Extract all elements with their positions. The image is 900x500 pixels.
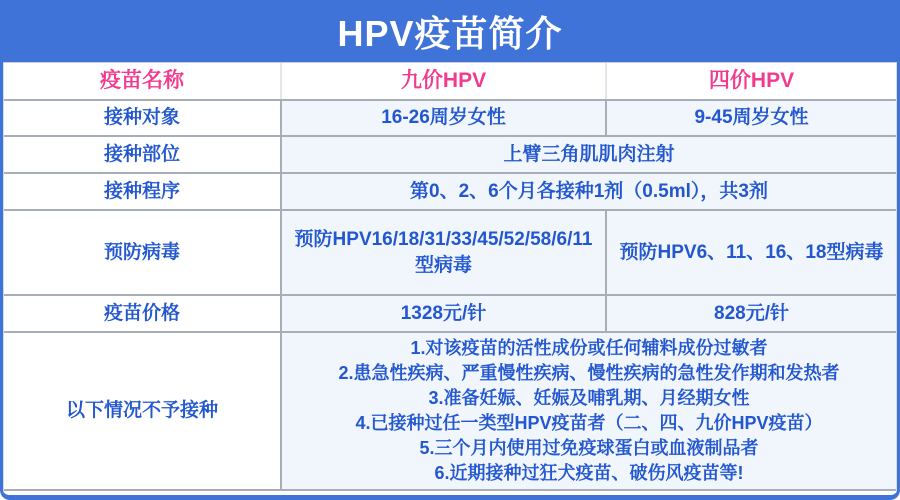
row-label: 接种部位 [4,137,282,172]
header-four-valent-hpv: 四价HPV [607,63,896,99]
value-cell: 16-26周岁女性 [282,101,607,135]
title-bar [0,0,900,62]
row-label: 接种对象 [4,101,282,135]
row-label: 疫苗价格 [4,296,282,331]
vaccine-comparison-table [3,62,897,495]
value-cell: 预防HPV16/18/31/33/45/52/58/6/11型病毒 [282,211,607,294]
row-label: 接种程序 [4,174,282,209]
page-title: HPV疫苗简介 [337,12,563,54]
contraindication-line: 6.近期接种过狂犬疫苗、破伤风疫苗等! [434,463,744,483]
row-vaccination-schedule [4,174,896,211]
value-cell: 828元/针 [607,296,896,331]
row-injection-site [4,137,896,174]
contraindication-list [282,333,896,489]
header-vaccine-name: 疫苗名称 [4,63,282,99]
row-target-population [4,101,896,137]
table-header-row [4,63,896,101]
contraindication-line: 5.三个月内使用过免疫球蛋白或血液制品者 [419,438,759,458]
contraindication-line: 1.对该疫苗的活性成份或任何辅料成份过敏者 [410,338,768,358]
value-cell-span: 上臂三角肌肌肉注射 [282,137,896,172]
value-cell: 1328元/针 [282,296,607,331]
header-nine-valent-hpv: 九价HPV [282,63,607,99]
value-cell-span: 第0、2、6个月各接种1剂（0.5ml），共3剂 [282,174,896,209]
contraindication-line: 2.患急性疾病、严重慢性疾病、慢性疾病的急性发作期和发热者 [338,363,840,383]
row-label: 以下情况不予接种 [4,333,282,489]
contraindication-line: 4.已接种过任一类型HPV疫苗者（二、四、九价HPV疫苗） [355,413,823,433]
row-contraindications [4,333,896,491]
value-cell: 预防HPV6、11、16、18型病毒 [607,211,896,294]
row-label: 预防病毒 [4,211,282,294]
contraindication-line: 3.准备妊娠、妊娠及哺乳期、月经期女性 [428,388,750,408]
row-viruses-prevented [4,211,896,296]
value-cell: 9-45周岁女性 [607,101,896,135]
row-vaccine-price [4,296,896,333]
